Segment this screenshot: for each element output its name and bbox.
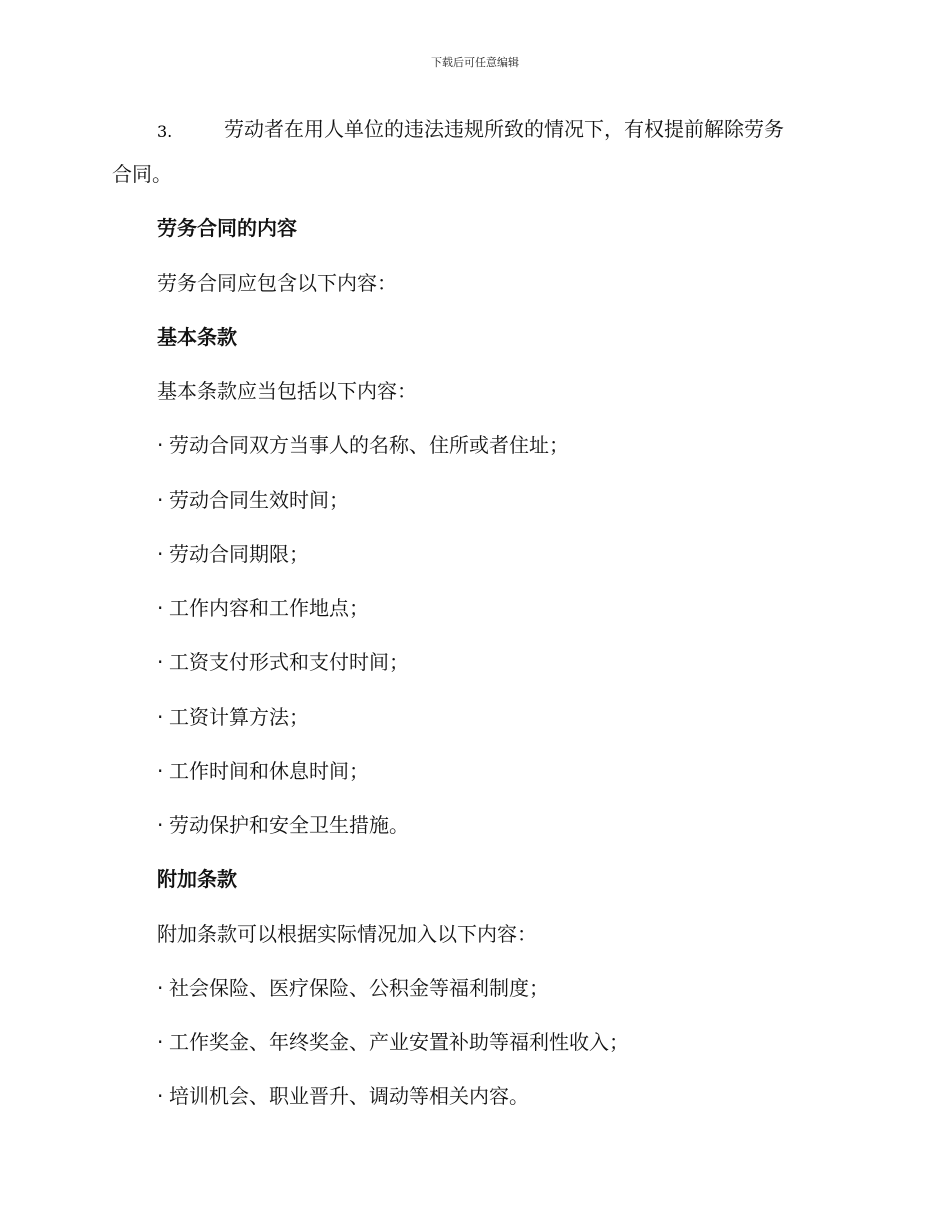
bullet-icon: · xyxy=(157,705,164,729)
list-item xyxy=(157,650,409,674)
section-heading-basic-terms: 基本条款 xyxy=(157,325,237,349)
list-item xyxy=(157,1084,529,1108)
section-intro-content: 劳务合同应包含以下内容： xyxy=(157,271,397,295)
list-item-text: 劳动保护和安全卫生措施。 xyxy=(169,813,409,837)
bullet-icon: · xyxy=(157,1084,164,1108)
list-item-text: 社会保险、医疗保险、公积金等福利制度； xyxy=(169,976,549,1000)
list-item xyxy=(157,433,569,457)
list-item xyxy=(157,813,409,837)
list-item xyxy=(157,488,349,512)
additional-terms-intro: 附加条款可以根据实际情况加入以下内容： xyxy=(157,922,537,946)
list-item-text: 劳动合同期限； xyxy=(169,542,309,566)
intro-line-2: 合同。 xyxy=(112,162,172,186)
bullet-icon: · xyxy=(157,650,164,674)
list-item-text: 工作时间和休息时间； xyxy=(169,759,369,783)
list-item xyxy=(157,976,549,1000)
list-item xyxy=(157,596,369,620)
bullet-icon: · xyxy=(157,813,164,837)
header-note: 下载后可任意编辑 xyxy=(431,56,519,69)
bullet-icon: · xyxy=(157,759,164,783)
list-item-text: 劳动合同双方当事人的名称、住所或者住址； xyxy=(169,433,569,457)
list-item-text: 工资计算方法； xyxy=(169,705,309,729)
section-heading-content: 劳务合同的内容 xyxy=(157,216,297,240)
list-item xyxy=(157,1030,629,1054)
bullet-icon: · xyxy=(157,433,164,457)
intro-line-1: 劳动者在用人单位的违法违规所致的情况下，有权提前解除劳务 xyxy=(224,117,784,141)
list-item-text: 工作奖金、年终奖金、产业安置补助等福利性收入； xyxy=(169,1030,629,1054)
bullet-icon: · xyxy=(157,1030,164,1054)
list-item-text: 劳动合同生效时间； xyxy=(169,488,349,512)
basic-terms-intro: 基本条款应当包括以下内容： xyxy=(157,379,417,403)
item-number: 3. xyxy=(157,122,173,141)
list-item xyxy=(157,542,309,566)
bullet-icon: · xyxy=(157,596,164,620)
bullet-icon: · xyxy=(157,488,164,512)
list-item-text: 工资支付形式和支付时间； xyxy=(169,650,409,674)
bullet-icon: · xyxy=(157,542,164,566)
list-item-text: 工作内容和工作地点； xyxy=(169,596,369,620)
list-item xyxy=(157,759,369,783)
section-heading-additional-terms: 附加条款 xyxy=(157,867,237,891)
list-item xyxy=(157,705,309,729)
list-item-text: 培训机会、职业晋升、调动等相关内容。 xyxy=(169,1084,529,1108)
bullet-icon: · xyxy=(157,976,164,1000)
